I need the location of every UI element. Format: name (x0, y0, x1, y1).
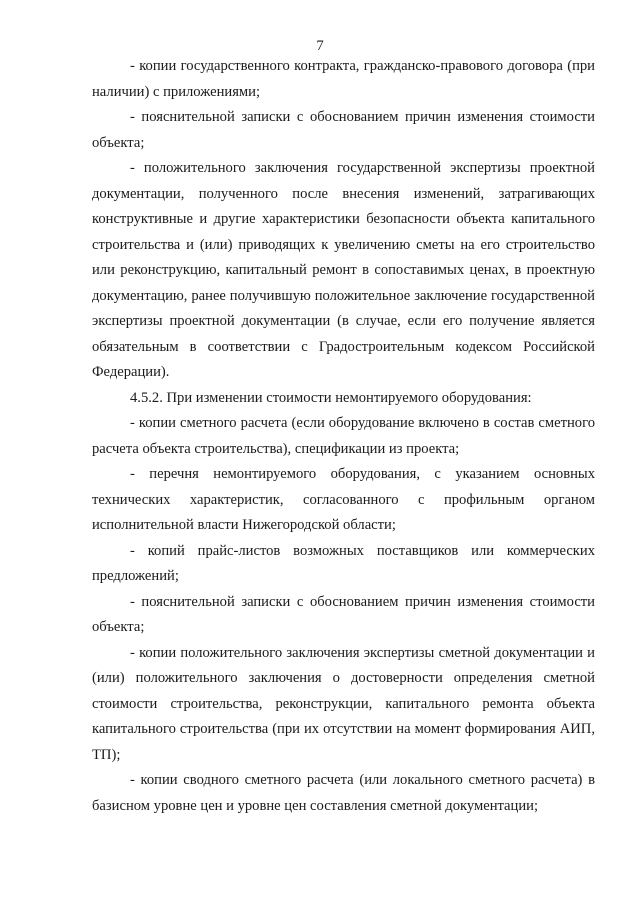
paragraph-explanatory-note-2: - пояснительной записки с обоснованием причин изменения стоимости объекта; (92, 593, 595, 635)
paragraph-equipment-list: - перечня немонтируемого оборудования, с указанием основных технических характеристик, согласованного с профильным органом исполнительной власти Нижегородской области; (92, 466, 595, 533)
page-number: 7 (316, 38, 324, 54)
paragraph-section-4-5-2: 4.5.2. При изменении стоимости немонтируемого оборудования: (130, 389, 532, 406)
paragraph-price-lists: - копий прайс-листов возможных поставщиков или коммерческих предложений; (92, 542, 595, 584)
paragraph-estimate-copies: - копии сметного расчета (если оборудование включено в состав сметного расчета объекта строительства), спецификации из проекта; (92, 415, 595, 457)
paragraph-summary-estimate: - копии сводного сметного расчета (или локального сметного расчета) в базисном уровне цен и уровне цен составления сметной документации; (92, 772, 595, 814)
paragraph-contract-copies: - копии государственного контракта, гражданско-правового договора (при наличии) с приложениями; (92, 58, 595, 100)
paragraph-expertise-conclusion: - положительного заключения государственной экспертизы проектной документации, полученного после внесения изменений, затрагивающих конструктивные и другие характеристики безопасности объекта капитального строительства и (или) приводящих к увеличению сметы на его строительство или реконструкцию, капитальный ремонт в сопоставимых ценах, в проектную документацию, ранее получившую положительное заключение государственной экспертизы проектной документации (в случае, если его получение является обязательным в соответствии с Градостроительным кодексом Российской Федерации). (92, 160, 595, 380)
paragraph-explanatory-note: - пояснительной записки с обоснованием причин изменения стоимости объекта; (92, 109, 595, 151)
document-body (92, 54, 595, 819)
paragraph-positive-conclusion: - копии положительного заключения экспертизы сметной документации и (или) положительного заключения о достоверности определения сметной стоимости строительства, реконструкции, капитального ремонта объекта капитального строительства (при их отсутствии на момент формирования АИП, ТП); (92, 644, 595, 763)
